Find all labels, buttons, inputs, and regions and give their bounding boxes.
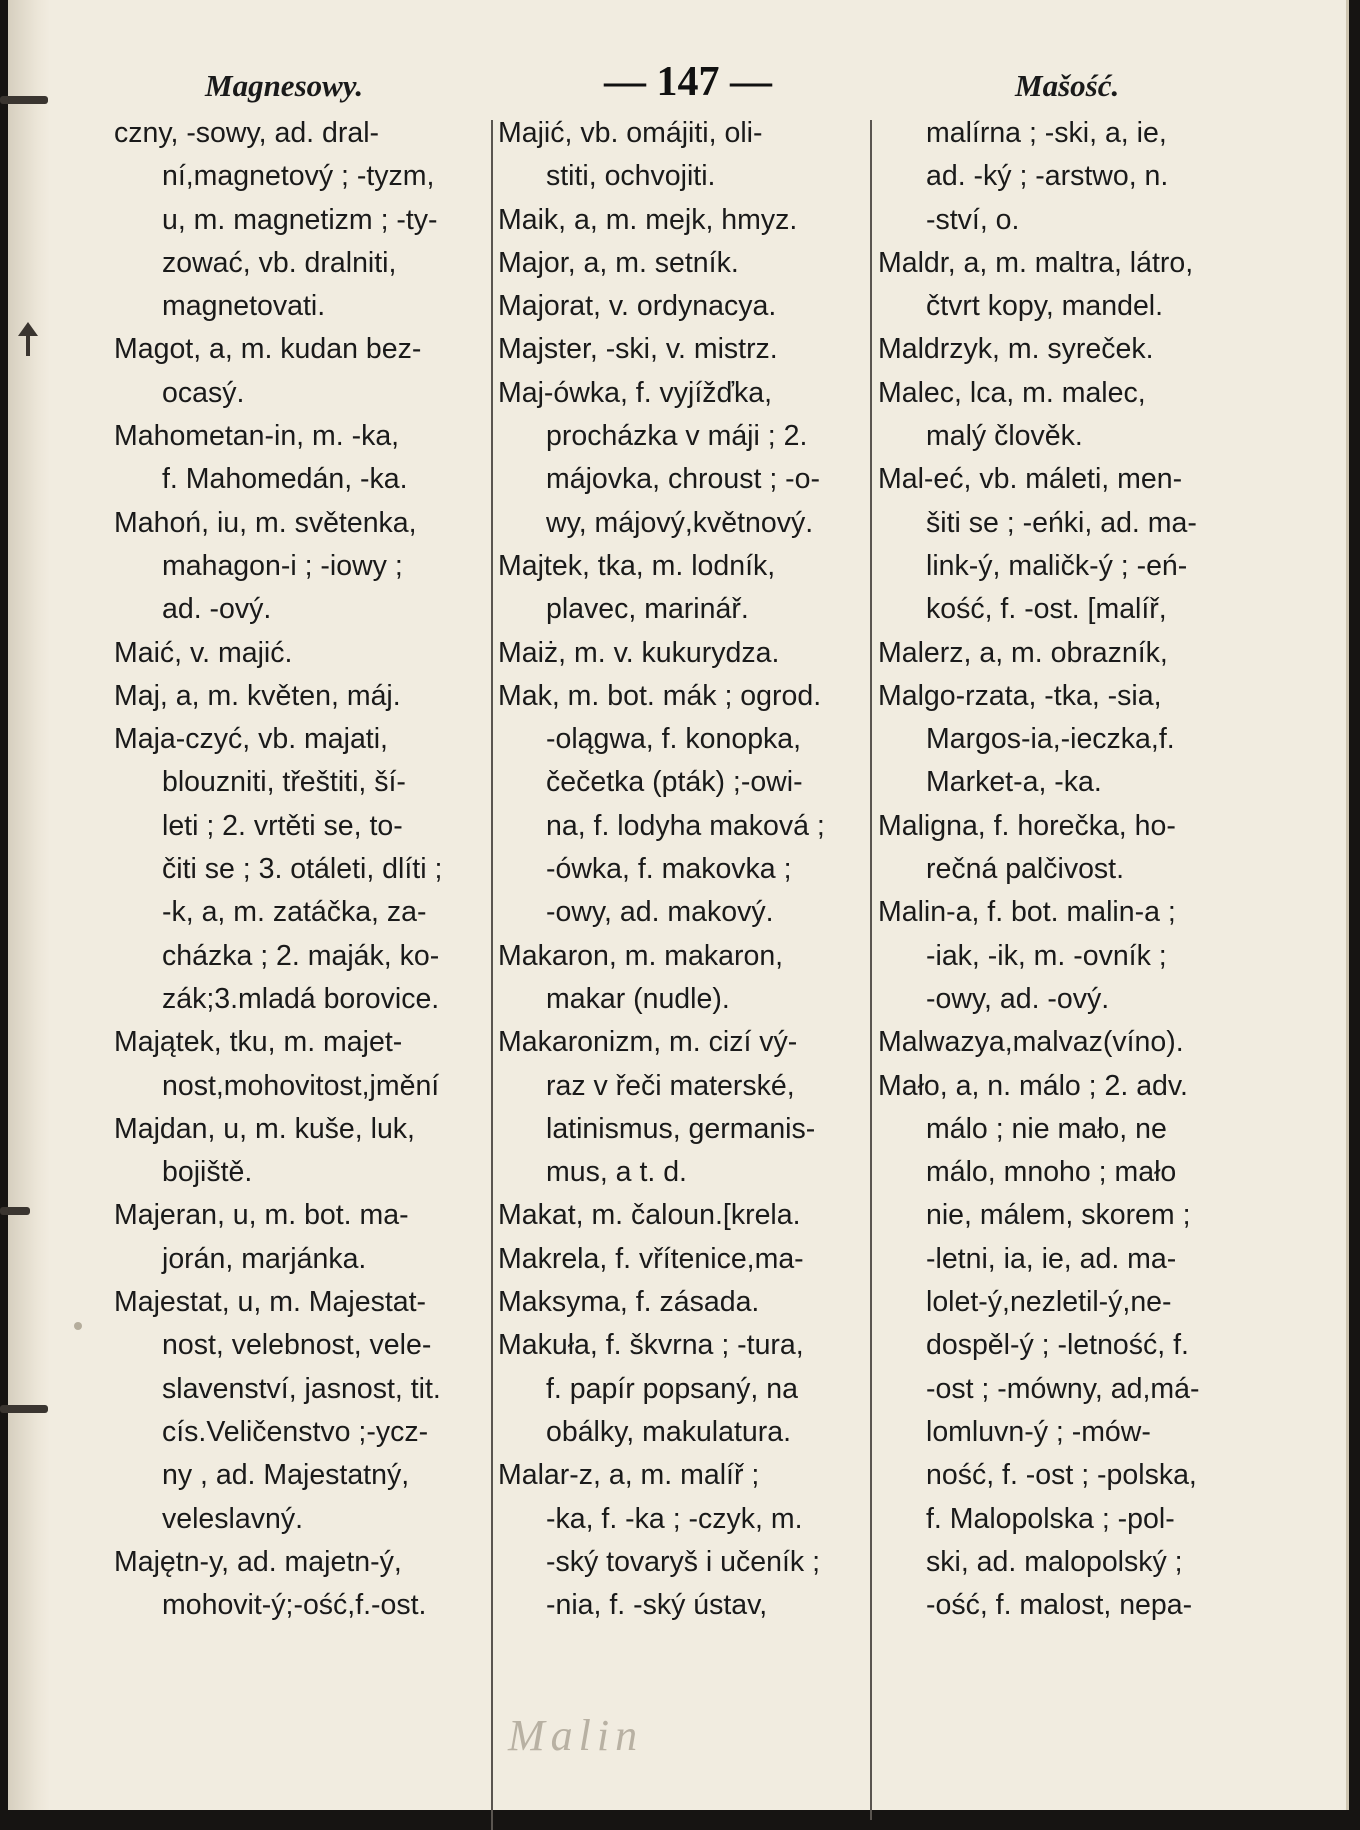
entry-text-line: ocasý. [162, 376, 245, 409]
column-divider [491, 120, 493, 1830]
entry-text-line: link-ý, maličk-ý ; -eń- [926, 549, 1188, 582]
arrow-stem [26, 334, 30, 356]
edge-tab-mark [0, 1405, 48, 1413]
entry-text-line: zák;3.mladá borovice. [162, 982, 440, 1015]
entry-headword-line: Mahometan-in, m. -ka, [114, 420, 400, 453]
entry-text-line: ny , ad. Majestatný, [162, 1459, 410, 1492]
entry-text-line: -olągwa, f. konopka, [546, 723, 802, 756]
entry-headword-line: Maligna, f. horečka, ho- [878, 809, 1176, 842]
entry-text-line: plavec, marinář. [546, 593, 749, 626]
entry-text-line: -letni, ia, ie, ad. ma- [926, 1242, 1177, 1275]
entry-headword-line: Maja-czyć, vb. majati, [114, 723, 388, 756]
entry-text-line: obálky, makulatura. [546, 1415, 792, 1448]
pencil-annotation: Malin [508, 1711, 644, 1760]
entry-text-line: -owy, ad. -ový. [926, 982, 1110, 1015]
entry-headword-line: Maiż, m. v. kukurydza. [498, 636, 780, 669]
column-right [878, 112, 1250, 1627]
entry-text-line: -ství, o. [926, 203, 1020, 236]
entry-text-line: ność, f. -ost ; -polska, [926, 1459, 1197, 1492]
entry-headword-line: Maj-ówka, f. vyjížďka, [498, 376, 773, 409]
entry-text-line: -ówka, f. makovka ; [546, 853, 792, 886]
entry-text-line: malírna ; -ski, a, ie, [926, 117, 1167, 149]
entry-headword-line: Mak, m. bot. mák ; ogrod. [498, 679, 822, 712]
dictionary-page [8, 0, 1349, 1810]
column-left [114, 112, 486, 1627]
entry-headword-line: Maik, a, m. mejk, hmyz. [498, 203, 798, 236]
edge-tab-mark [0, 1207, 30, 1215]
entry-text-line: Margos-ia,-ieczka,f. [926, 723, 1175, 756]
entry-text-line: zować, vb. dralniti, [162, 246, 397, 279]
entry-text-line: na, f. lodyha maková ; [546, 809, 825, 842]
entry-headword-line: Maksyma, f. zásada. [498, 1286, 760, 1319]
ink-dot [74, 1322, 82, 1330]
entry-text-line: nost, velebnost, vele- [162, 1329, 432, 1362]
entry-headword-line: Mało, a, n. málo ; 2. adv. [878, 1069, 1188, 1102]
entry-headword-line: Makaron, m. makaron, [498, 939, 784, 972]
entry-headword-line: Makrela, f. vřítenice,ma- [498, 1242, 804, 1275]
entry-headword-line: Mal-eć, vb. máleti, men- [878, 463, 1183, 496]
entry-headword-line: Majster, -ski, v. mistrz. [498, 333, 778, 366]
entry-headword-line: Malec, lca, m. malec, [878, 376, 1146, 409]
entry-text-line: f. Malopolska ; -pol- [926, 1502, 1175, 1535]
entry-text-line: ad. -ový. [162, 593, 272, 626]
entry-text-line: raz v řeči materské, [546, 1069, 795, 1102]
entry-text-line: blouzniti, třeštiti, ší- [162, 766, 406, 799]
entry-text-line: májovka, chroust ; -o- [546, 463, 821, 496]
entry-headword-line: Malin-a, f. bot. malin-a ; [878, 896, 1176, 929]
entry-text-line: kość, f. -ost. [malíř, [926, 593, 1167, 626]
entry-headword-line: Makuła, f. škvrna ; -tura, [498, 1329, 804, 1362]
entry-headword-line: Majtek, tka, m. lodník, [498, 549, 776, 582]
entry-headword-line: Makaronizm, m. cizí vý- [498, 1026, 798, 1059]
entry-headword-line: Magot, a, m. kudan bez- [114, 333, 422, 366]
entry-headword-line: Major, a, m. setník. [498, 246, 739, 279]
entry-text-line: dospěl-ý ; -letność, f. [926, 1329, 1189, 1362]
entry-text-line: ski, ad. malopolský ; [926, 1545, 1183, 1578]
entry-text-line: lolet-ý,nezletil-ý,ne- [926, 1286, 1172, 1319]
entry-text-line: jorán, marjánka. [162, 1242, 367, 1275]
entry-text-line: f. Mahomedán, -ka. [162, 463, 408, 496]
entry-text-line: latinismus, germanis- [546, 1112, 816, 1145]
entry-text-line: mahagon-i ; -iowy ; [162, 549, 403, 582]
entry-headword-line: Majątek, tku, m. majet- [114, 1026, 403, 1059]
entry-headword-line: Malgo-rzata, -tka, -sia, [878, 679, 1162, 712]
entry-text-line: -ost ; -mówny, ad,má- [926, 1372, 1200, 1405]
entry-text-line: čiti se ; 3. otáleti, dlíti ; [162, 853, 443, 886]
page-spine-shadow [8, 0, 50, 1810]
entry-text-line: slavenství, jasnost, tit. [162, 1372, 441, 1405]
entry-text-line: čečetka (pták) ;-owi- [546, 766, 803, 799]
page-number: — 147 — [604, 59, 772, 105]
column-middle [498, 112, 864, 1627]
entry-text-line: -owy, ad. makový. [546, 896, 774, 929]
entry-headword-line: Maj, a, m. květen, máj. [114, 679, 401, 712]
entry-headword-line: Majestat, u, m. Majestat- [114, 1286, 427, 1319]
entry-text-line: Market-a, -ka. [926, 766, 1102, 799]
entry-text-line: rečná palčivost. [926, 853, 1125, 886]
entry-headword-line: Majić, vb. omájiti, oli- [498, 117, 763, 149]
entry-text-line: ad. -ký ; -arstwo, n. [926, 160, 1169, 193]
entry-text-line: cís.Veličenstvo ;-ycz- [162, 1415, 429, 1448]
entry-headword-line: Malerz, a, m. obrazník, [878, 636, 1168, 669]
entry-text-line: u, m. magnetizm ; -ty- [162, 203, 438, 236]
entry-text-line: makar (nudle). [546, 982, 730, 1015]
entry-text-line: cházka ; 2. maják, ko- [162, 939, 440, 972]
entry-text-line: šiti se ; -eńki, ad. ma- [926, 506, 1197, 539]
entry-text-line: nie, málem, skorem ; [926, 1199, 1191, 1232]
entry-headword-line: Mahoń, iu, m. světenka, [114, 506, 417, 539]
entry-headword-line: Maldrzyk, m. syreček. [878, 333, 1154, 366]
entry-headword-line: Malwazya,malvaz(víno). [878, 1026, 1184, 1059]
entry-headword-line: Malar-z, a, m. malíř ; [498, 1459, 760, 1492]
entry-headword-line: Majdan, u, m. kuše, luk, [114, 1112, 415, 1145]
header-left-guideword: Magnesowy. [205, 68, 364, 103]
entry-text-line: ní,magnetový ; -tyzm, [162, 160, 435, 193]
entry-text-line: -iak, -ik, m. -ovník ; [926, 939, 1167, 972]
entry-text-line: -ský tovaryš i učeník ; [546, 1545, 820, 1578]
edge-tab-mark [0, 96, 48, 104]
entry-text-line: wy, májový,květnový. [546, 506, 814, 539]
entry-text-line: -ość, f. malost, nepa- [926, 1589, 1193, 1622]
column-divider [870, 120, 872, 1820]
entry-text-line: -nia, f. -ský ústav, [546, 1589, 768, 1622]
entry-headword-line: Maldr, a, m. maltra, látro, [878, 246, 1194, 279]
entry-headword-line: czny, -sowy, ad. dral- [114, 117, 380, 149]
entry-text-line: malý člověk. [926, 420, 1083, 453]
entry-text-line: málo, mnoho ; mało [926, 1156, 1177, 1189]
entry-text-line: f. papír popsaný, na [546, 1372, 798, 1405]
entry-text-line: -ka, f. -ka ; -czyk, m. [546, 1502, 803, 1535]
entry-headword-line: Majorat, v. ordynacya. [498, 290, 777, 323]
entry-text-line: mohovit-ý;-ość,f.-ost. [162, 1589, 427, 1622]
entry-text-line: veleslavný. [162, 1502, 303, 1535]
entry-headword-line: Majeran, u, m. bot. ma- [114, 1199, 409, 1232]
entry-headword-line: Maić, v. majić. [114, 636, 293, 669]
entry-text-line: bojiště. [162, 1156, 253, 1189]
entry-text-line: málo ; nie mało, ne [926, 1112, 1167, 1145]
entry-text-line: procházka v máji ; 2. [546, 420, 808, 453]
page-header [8, 58, 1346, 118]
entry-text-line: magnetovati. [162, 290, 326, 323]
entry-headword-line: Majętn-y, ad. majetn-ý, [114, 1545, 402, 1578]
entry-text-line: lomluvn-ý ; -mów- [926, 1415, 1151, 1448]
entry-text-line: čtvrt kopy, mandel. [926, 290, 1164, 323]
entry-text-line: -k, a, m. zatáčka, za- [162, 896, 427, 929]
entry-headword-line: Makat, m. čaloun.[krela. [498, 1199, 801, 1232]
entry-text-line: stiti, ochvojiti. [546, 160, 716, 193]
entry-text-line: leti ; 2. vrtěti se, to- [162, 809, 403, 842]
entry-text-line: mus, a t. d. [546, 1156, 687, 1189]
entry-text-line: nost,mohovitost,jmění [162, 1069, 440, 1102]
header-right-guideword: Mašość. [1015, 68, 1120, 103]
